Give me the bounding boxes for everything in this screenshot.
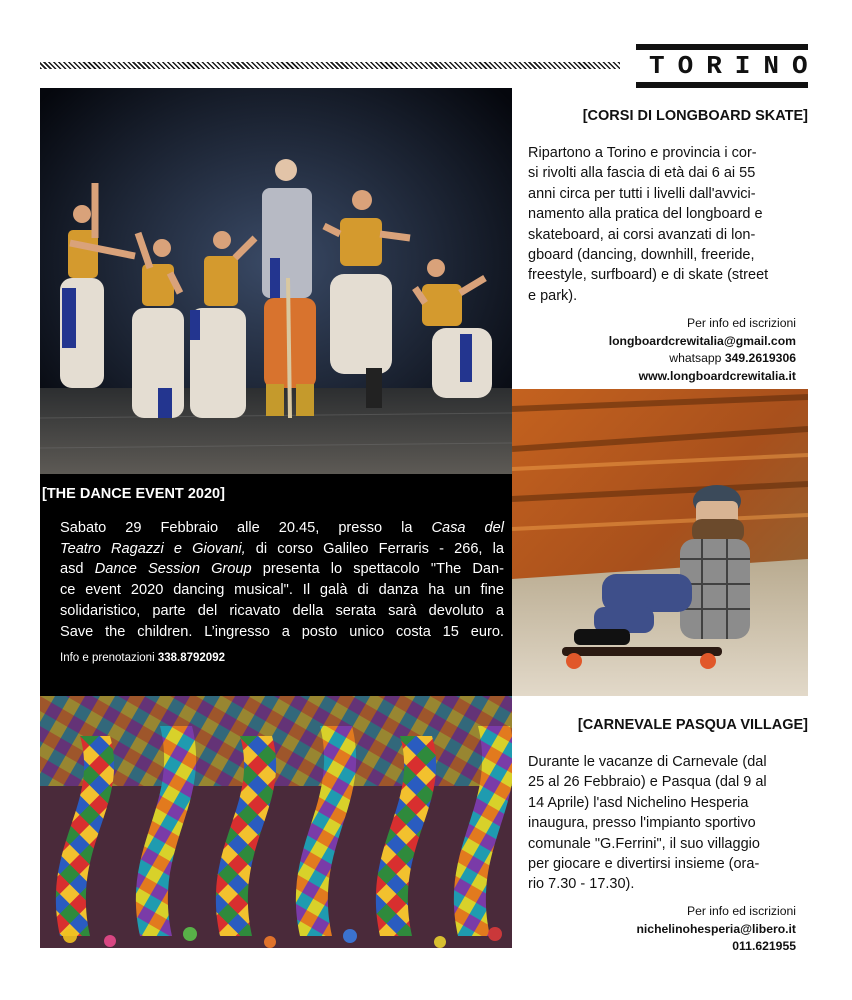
carnevale-article-title: [CARNEVALE PASQUA VILLAGE]	[577, 717, 808, 733]
longboard-article-body	[528, 143, 798, 306]
text-line: e park).	[528, 287, 578, 304]
longboard-article-title: [CORSI DI LONGBOARD SKATE]	[582, 108, 808, 124]
text-line: Save the children. L’ingresso a posto unico costa 15 euro.	[60, 623, 504, 640]
text-line: namento alla pratica del longboard e	[528, 206, 763, 223]
text-line: solidaristico, parte del ricavato della serata sarà devoluto a	[60, 602, 504, 619]
text-line: freestyle, surfboard) e di skate (street	[528, 267, 769, 284]
dance-info-phone: 338.8792092	[157, 652, 225, 664]
carnevale-article-body	[528, 752, 798, 895]
text-line: asd Dance Session Group presenta lo spettacolo "The Dan-	[60, 561, 504, 578]
section-city-title: TORINO	[636, 44, 808, 88]
carnival-ribbons-photo	[40, 696, 512, 948]
longboard-skater-photo	[512, 389, 808, 696]
text-line: si rivolti alla fascia di età dai 6 ai 55	[528, 165, 756, 182]
carnevale-contact	[636, 903, 796, 956]
dance-info-label: Info e prenotazioni	[60, 652, 155, 664]
text-line: comunale "G.Ferrini", il suo villaggio	[528, 835, 760, 852]
dance-event-info	[60, 652, 225, 664]
dance-troupe-photo	[40, 88, 512, 474]
whatsapp-label: whatsapp	[669, 351, 722, 365]
text-line: Sabato 29 Febbraio alle 20.45, presso la Casa del	[60, 520, 505, 536]
text-line: rio 7.30 - 17.30).	[528, 876, 635, 893]
text-line: ce event 2020 dancing musical". Il galà di danza ha un fine	[60, 582, 504, 599]
text-line: gboard (dancing, downhill, freeride,	[528, 247, 755, 264]
carnevale-contact-label: Per info ed iscrizioni	[686, 904, 796, 918]
carnevale-email[interactable]: nichelinohesperia@libero.it	[636, 921, 796, 936]
text-line: anni circa per tutti i livelli dall'avvici-	[528, 185, 756, 202]
whatsapp-number: 349.2619306	[724, 351, 796, 365]
text-line: per giocare e divertirsi insieme (ora-	[528, 856, 760, 873]
longboard-website[interactable]: www.longboardcrewitalia.it	[638, 368, 796, 383]
text-line: Ripartono a Torino e provincia i cor-	[528, 145, 757, 161]
text-line: inaugura, presso l'impianto sportivo	[528, 815, 756, 832]
text-line: 14 Aprile) l'asd Nichelino Hesperia	[528, 794, 749, 811]
text-line: skateboard, ai corsi avanzati di lon-	[528, 226, 756, 243]
longboard-contact	[609, 315, 796, 385]
carnevale-phone: 011.621955	[732, 939, 796, 953]
longboard-contact-label: Per info ed iscrizioni	[686, 316, 796, 330]
text-line: Durante le vacanze di Carnevale (dal	[528, 754, 767, 770]
header-hatch-rule	[40, 62, 620, 69]
dance-event-body	[60, 518, 504, 642]
dance-event-box	[40, 474, 512, 696]
text-line: 25 al 26 Febbraio) e Pasqua (dal 9 al	[528, 774, 767, 791]
longboard-email[interactable]: longboardcrewitalia@gmail.com	[608, 333, 796, 348]
dance-event-title: [THE DANCE EVENT 2020]	[42, 486, 225, 502]
longboard-whatsapp	[609, 350, 796, 368]
text-line: Teatro Ragazzi e Giovani, di corso Galileo Ferraris - 266, la	[60, 540, 504, 557]
